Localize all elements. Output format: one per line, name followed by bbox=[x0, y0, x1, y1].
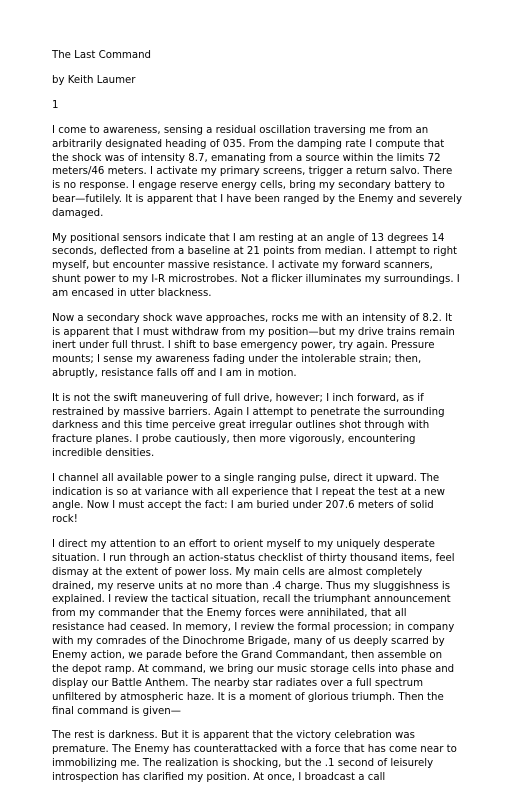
paragraph: It is not the swift maneuvering of full drive, however; I inch forward, as if restrained by massive barriers. Again I attempt to penetrate the surrounding darkness and this time perceive great irregular outlines shot through with fracture planes. I probe cautiously, then more vigorously, encountering incredible densities. bbox=[52, 392, 445, 460]
document-title: The Last Command bbox=[52, 50, 152, 61]
paragraph: I channel all available power to a single ranging pulse, direct it upward. The indication is so at variance with all experience that I repeat the test at a new angle. Now I must accept the fact: I am buried under 207.6 meters of solid rock! bbox=[52, 472, 445, 526]
chapter-number: 1 bbox=[52, 99, 59, 111]
paragraph: Now a secondary shock wave approaches, rocks me with an intensity of 8.2. It is apparent that I must withdraw from my position—but my drive trains remain inert under full thrust. I shift to base emergency power, try again. Pressure mounts; I sense my awareness fading under the intolerable strain; then, abruptly, resistance falls off and I am in motion. bbox=[52, 312, 455, 380]
paragraph: I direct my attention to an effort to orient myself to my uniquely desperate situation. I run through an action-status checklist of thirty thousand items, feel dismay at the extent of power loss. My main cells are almost completely drained, my reserve units at no more than .4 charge. Thus my sluggishness is explained. I review the tactical situation, recall the triumphant announcement from my commander that the Enemy forces were annihilated, that all resistance had ceased. In memory, I review the formal procession; in company with my comrades of the Dinochrome Brigade, many of us deeply scarred by Enemy action, we parade before the Grand Commandant, then assemble on the depot ramp. At command, we bring our music storage cells into phase and display our Battle Anthem. The nearby star radiates over a full spectrum unfiltered by atmospheric haze. It is a moment of glorious triumph. Then the final command is given— bbox=[52, 538, 455, 717]
paragraph: The rest is darkness. But it is apparent that the victory celebration was premature. The Enemy has counterattacked with a force that has come near to immobilizing me. The realization is shocking, but the .1 second of leisurely introspection has clarified my position. At once, I broadcast a call bbox=[52, 730, 457, 783]
paragraph: I come to awareness, sensing a residual oscillation traversing me from an arbitrarily designated heading of 035. From the damping rate I compute that the shock was of intensity 8.7, emanating from a source within the limits 72 meters/46 meters. I activate my primary screens, trigger a return salvo. There is no response. I engage reserve energy cells, bring my secondary battery to bear—futilely. It is apparent that I have been ranged by the Enemy and severely damaged. bbox=[52, 124, 462, 220]
document-body bbox=[52, 49, 462, 785]
document-author: by Keith Laumer bbox=[52, 74, 136, 86]
paragraph: My positional sensors indicate that I am resting at an angle of 13 degrees 14 seconds, deflected from a baseline at 21 points from median. I attempt to right myself, but encounter massive resistance. I activate my forward scanners, shunt power to my I-R microstrobes. Not a flicker illuminates my surroundings. I am encased in utter blackness. bbox=[52, 232, 460, 300]
